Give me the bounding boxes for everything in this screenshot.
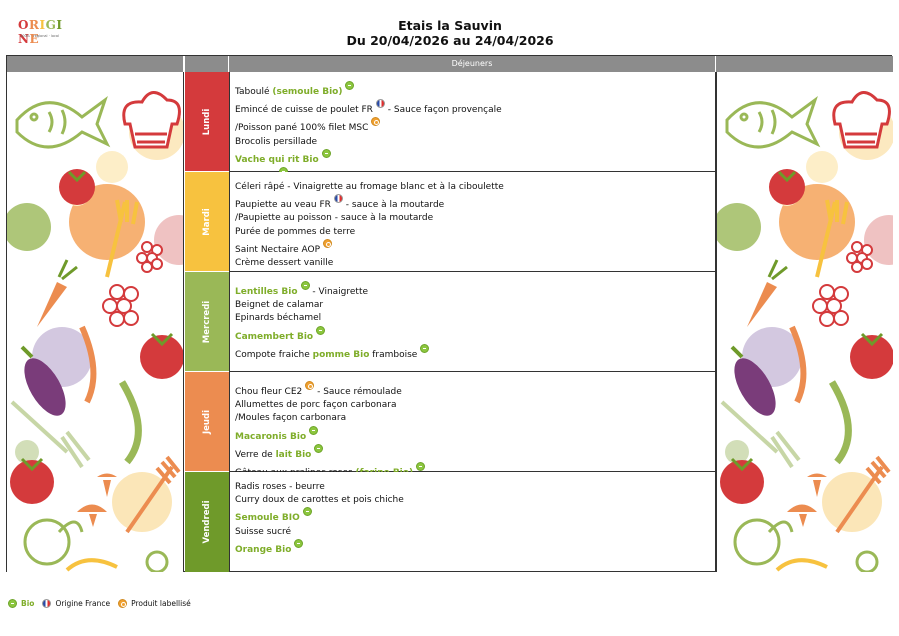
food-illustration-icon xyxy=(717,72,893,572)
day-block-jeudi xyxy=(185,372,229,472)
dish-line xyxy=(235,81,715,99)
dish-line xyxy=(235,444,715,462)
dish-line xyxy=(235,426,715,444)
france-flag-icon xyxy=(334,194,343,203)
legend-produit-labellise: Produit labellisé xyxy=(131,599,191,608)
bio-badge-icon xyxy=(416,462,425,471)
bio-badge-icon xyxy=(314,444,323,453)
menu-cell-vendredi xyxy=(229,472,716,572)
menu-board xyxy=(6,55,892,572)
dish-line xyxy=(235,412,715,425)
day-label: Jeudi xyxy=(202,409,212,434)
dish-line xyxy=(235,212,715,225)
day-block-mercredi xyxy=(185,272,229,372)
dish-line xyxy=(235,194,715,212)
dish-line xyxy=(235,312,715,325)
title-block xyxy=(260,18,640,48)
day-block-mardi xyxy=(185,172,229,272)
bio-badge-icon xyxy=(8,599,17,608)
label-badge-icon xyxy=(305,381,314,390)
dish-line xyxy=(235,257,715,270)
bio-badge-icon xyxy=(309,426,318,435)
dish-text: Brocolis persillade xyxy=(235,136,318,147)
dish-text: Céleri râpé - Vinaigrette au fromage blanc et à la ciboulette xyxy=(235,182,504,192)
date-range: Du 20/04/2026 au 24/04/2026 xyxy=(346,33,554,48)
label-badge-icon xyxy=(323,239,332,248)
dish-line xyxy=(235,399,715,412)
food-illustration-left xyxy=(7,72,184,572)
label-badge-icon xyxy=(118,599,127,608)
dish-line xyxy=(235,281,715,299)
menu-cell-mardi xyxy=(229,172,716,272)
legend xyxy=(8,599,195,608)
dish-text: framboise xyxy=(369,349,418,360)
page-title: Etais la Sauvin xyxy=(398,18,502,33)
logo-tagline: 100% · régional · local xyxy=(20,34,60,38)
bio-product-text: Lentilles Bio xyxy=(235,287,298,297)
day-label: Vendredi xyxy=(202,500,212,544)
france-flag-icon xyxy=(376,99,385,108)
dish-text: /Poisson pané 100% filet MSC xyxy=(235,123,369,134)
header-bar-day xyxy=(185,56,229,72)
bio-product-text: Macaronis Bio xyxy=(235,431,307,442)
bio-product-text: pomme Bio xyxy=(312,349,370,360)
dish-text: /Moules façon carbonara xyxy=(235,413,347,424)
dish-text: Verre de xyxy=(235,449,276,460)
dish-line xyxy=(235,539,715,557)
dish-line xyxy=(235,481,715,494)
dish-text: Epinards béchamel xyxy=(235,313,322,324)
dish-text: - Sauce façon provençale xyxy=(384,105,502,116)
dish-text: Saint Nectaire AOP xyxy=(235,244,320,255)
dish-line xyxy=(235,117,715,135)
logo xyxy=(18,18,70,44)
bio-badge-icon xyxy=(345,81,354,90)
dish-line xyxy=(235,507,715,525)
dish-line xyxy=(235,181,715,194)
dish-line xyxy=(235,299,715,312)
bio-product-text: lait Bio xyxy=(275,449,312,460)
dish-text: - Sauce rémoulade xyxy=(314,387,402,397)
day-label: Lundi xyxy=(202,108,212,135)
legend-bio: Bio xyxy=(21,599,35,608)
dish-text: Crème dessert vanille xyxy=(235,258,334,269)
dish-text: Paupiette au veau FR xyxy=(235,200,331,211)
france-flag-icon xyxy=(42,599,51,608)
bio-product-text: Vache qui rit Bio xyxy=(235,154,319,165)
day-block-lundi xyxy=(185,72,229,172)
dish-text: Beignet de calamar xyxy=(235,300,324,311)
bio-badge-icon xyxy=(420,344,429,353)
dish-line xyxy=(235,526,715,539)
bio-badge-icon xyxy=(316,326,325,335)
bio-badge-icon xyxy=(303,507,312,516)
bio-product-text: Camembert Bio xyxy=(235,331,314,342)
bio-product-text: Orange Bio xyxy=(235,544,292,555)
dish-text: /Paupiette au poisson - sauce à la moutarde xyxy=(235,213,434,224)
dish-line xyxy=(235,494,715,507)
dish-text: Radis roses - beurre xyxy=(235,482,325,492)
dish-text: - Vinaigrette xyxy=(309,287,369,297)
dish-line xyxy=(235,226,715,239)
dish-line xyxy=(235,239,715,257)
dish-line xyxy=(235,381,715,399)
dish-line xyxy=(235,136,715,149)
dish-text: Emincé de cuisse de poulet FR xyxy=(235,105,373,116)
bio-badge-icon xyxy=(294,539,303,548)
logo-wordmark: ORIGINE xyxy=(18,18,63,46)
legend-origine-france: Origine France xyxy=(55,599,111,608)
food-illustration-right xyxy=(716,72,893,572)
header-bar-left xyxy=(7,56,184,72)
menu-cell-mercredi xyxy=(229,272,716,372)
dish-text: - sauce à la moutarde xyxy=(342,200,445,211)
dish-line xyxy=(235,326,715,344)
dish-text: Suisse sucré xyxy=(235,526,292,537)
day-label: Mercredi xyxy=(202,300,212,343)
dish-text: Chou fleur CE2 xyxy=(235,387,303,397)
day-label: Mardi xyxy=(202,207,212,236)
day-block-vendredi xyxy=(185,472,229,572)
label-badge-icon xyxy=(371,117,380,126)
dish-line xyxy=(235,99,715,117)
lunch-column-header: Déjeuners xyxy=(229,56,716,72)
dish-line xyxy=(235,344,715,362)
dish-text: Allumettes de porc façon carbonara xyxy=(235,400,397,411)
menu-cell-jeudi xyxy=(229,372,716,472)
bio-badge-icon xyxy=(322,149,331,158)
dish-text: Compote fraiche xyxy=(235,349,313,360)
bio-product-text: Semoule BIO xyxy=(235,513,300,524)
dish-text: Curry doux de carottes et pois chiche xyxy=(235,495,404,506)
menu-cell-lundi xyxy=(229,72,716,172)
dish-text: Taboulé xyxy=(235,87,273,97)
bio-product-text: (semoule Bio) xyxy=(272,87,343,97)
bio-badge-icon xyxy=(301,281,310,290)
food-illustration-icon xyxy=(7,72,184,572)
header-bar-right xyxy=(716,56,893,72)
dish-text: Purée de pommes de terre xyxy=(235,226,356,237)
dish-line xyxy=(235,149,715,167)
